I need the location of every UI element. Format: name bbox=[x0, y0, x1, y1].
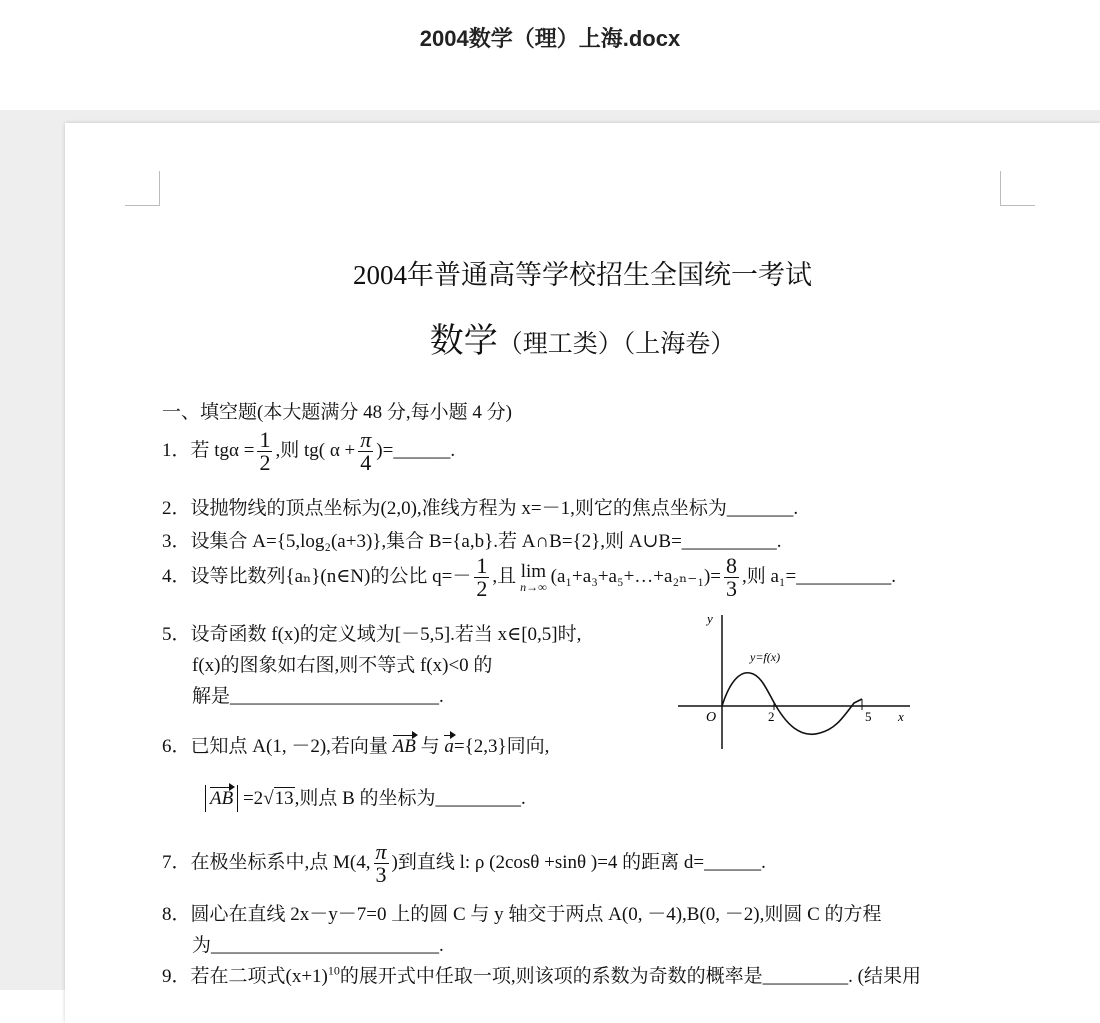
q6-text-a: 已知点 A(1, －2),若向量 bbox=[190, 736, 388, 757]
q3-number: 3． bbox=[162, 531, 191, 552]
graph-tick-5-label: 5 bbox=[865, 709, 872, 724]
q1-pi-den: 4 bbox=[360, 450, 372, 475]
q7-text-b: )到直线 l: ρ (2cosθ +sinθ )=4 的距离 d=______. bbox=[391, 851, 766, 873]
q4-lim-bottom: n→∞ bbox=[520, 580, 547, 594]
q8-line1: 圆心在直线 2x－y－7=0 上的圆 C 与 y 轴交于两点 A(0, －4),B(0, －2),则圆 C 的方程 bbox=[190, 904, 882, 925]
question-8-line-1 bbox=[162, 899, 882, 926]
document-page[interactable] bbox=[65, 123, 1100, 1023]
q1-pi-num: π bbox=[360, 427, 372, 452]
subject-title: 数学 bbox=[429, 321, 498, 361]
q1-frac-den: 2 bbox=[259, 450, 271, 475]
q4-lim-top: lim bbox=[520, 561, 547, 582]
question-1 bbox=[162, 429, 455, 474]
q4-q-num: 1 bbox=[476, 553, 488, 578]
q6-vector-ab: AB bbox=[392, 736, 416, 757]
q4-text-d: ,则 a₁=__________. bbox=[742, 565, 897, 587]
section-title: 一、填空题(本大题满分 48 分,每小题 4 分) bbox=[162, 402, 512, 423]
graph-function-label: y=f(x) bbox=[750, 650, 781, 664]
graph-x-label: x bbox=[898, 709, 904, 724]
q6-number: 6． bbox=[162, 736, 191, 757]
q4-q-den: 2 bbox=[476, 576, 488, 601]
q6-vector-a: a bbox=[444, 736, 454, 757]
q4-fraction-sum bbox=[724, 555, 739, 600]
q4-text-b: ,且 bbox=[492, 565, 517, 587]
q2-text: 设抛物线的顶点坐标为(2,0),准线方程为 x=－1,则它的焦点坐标为_______. bbox=[190, 498, 799, 519]
question-7 bbox=[162, 841, 766, 886]
q2-number: 2． bbox=[162, 498, 191, 519]
q9-exponent: 10 bbox=[327, 963, 340, 978]
q9-text-a: 若在二项式(x+1) bbox=[190, 966, 328, 987]
margin-corner-left bbox=[125, 171, 160, 206]
q6-text-e: ,则点 B 的坐标为_________. bbox=[294, 788, 526, 809]
q6-text-b: 与 bbox=[420, 736, 440, 757]
q1-fraction-2 bbox=[358, 429, 373, 474]
function-graph bbox=[670, 611, 920, 751]
q1-frac-num: 1 bbox=[259, 427, 271, 452]
exam-subheading bbox=[65, 313, 1100, 362]
graph-tick-2-label: 2 bbox=[768, 709, 775, 724]
q4-sum-den: 3 bbox=[726, 576, 737, 601]
q4-sum-num: 8 bbox=[726, 553, 737, 578]
q4-limit bbox=[520, 562, 547, 593]
q1-text-b: ,则 tg( α + bbox=[275, 439, 356, 461]
q9-text-b: 的展开式中任取一项,则该项的系数为奇数的概率是_________. (结果用 bbox=[339, 966, 921, 987]
q6-sqrt-radicand: 13 bbox=[274, 788, 294, 809]
q5-line1: 设奇函数 f(x)的定义域为[－5,5].若当 x∈[0,5]时, bbox=[190, 624, 582, 645]
question-6-line-1 bbox=[162, 731, 549, 758]
q9-number: 9． bbox=[162, 966, 191, 987]
question-9 bbox=[162, 961, 921, 988]
graph-curve bbox=[722, 673, 862, 735]
graph-y-label: y bbox=[707, 611, 713, 626]
q5-line3: 解是______________________. bbox=[192, 686, 444, 707]
q1-text-a: 若 tgα = bbox=[190, 439, 255, 461]
q4-number: 4． bbox=[162, 565, 191, 587]
q8-number: 8． bbox=[162, 904, 191, 925]
q7-pi-num: π bbox=[375, 839, 387, 864]
margin-corner-right bbox=[1000, 171, 1035, 206]
question-5-line-1 bbox=[162, 619, 581, 646]
q5-number: 5． bbox=[162, 624, 191, 645]
q8-line2: 为________________________. bbox=[192, 935, 444, 956]
q6-abs-vector-ab: AB bbox=[210, 788, 234, 809]
subject-subtitle: （理工类）（上海卷） bbox=[497, 329, 736, 358]
q7-text-a: 在极坐标系中,点 M(4, bbox=[190, 851, 371, 873]
q4-fraction-q bbox=[474, 555, 489, 600]
q1-number: 1． bbox=[162, 439, 191, 461]
question-6-line-2 bbox=[205, 783, 526, 812]
question-4 bbox=[162, 555, 896, 600]
q1-text-c: )=______. bbox=[376, 439, 456, 461]
q4-text-a: 设等比数列{aₙ}(n∈N)的公比 q=－ bbox=[190, 565, 472, 587]
q7-pi-den: 3 bbox=[375, 862, 387, 887]
q6-text-d: =2 bbox=[242, 788, 264, 809]
q7-number: 7． bbox=[162, 851, 191, 873]
document-title: 2004数学（理）上海.docx bbox=[419, 26, 681, 51]
q3-text: 设集合 A={5,log₂(a+3)},集合 B={a,b}.若 A∩B={2},则 A∪B=__________. bbox=[190, 531, 782, 552]
q6-text-c: ={2,3}同向, bbox=[453, 736, 550, 757]
q6-abs-value bbox=[205, 785, 238, 812]
graph-origin-label: O bbox=[706, 710, 717, 725]
title-bar bbox=[0, 0, 1100, 110]
q4-text-c: (a₁+a₃+a₅+…+a₂ₙ₋₁)= bbox=[550, 565, 721, 587]
q1-fraction-1 bbox=[257, 429, 272, 474]
question-3 bbox=[162, 526, 782, 553]
exam-heading: 2004年普通高等学校招生全国统一考试 bbox=[353, 260, 812, 290]
q7-fraction bbox=[374, 841, 389, 886]
q5-line2: f(x)的图象如右图,则不等式 f(x)<0 的 bbox=[192, 655, 493, 676]
q6-sqrt: √13 bbox=[263, 788, 294, 809]
question-2 bbox=[162, 493, 798, 520]
